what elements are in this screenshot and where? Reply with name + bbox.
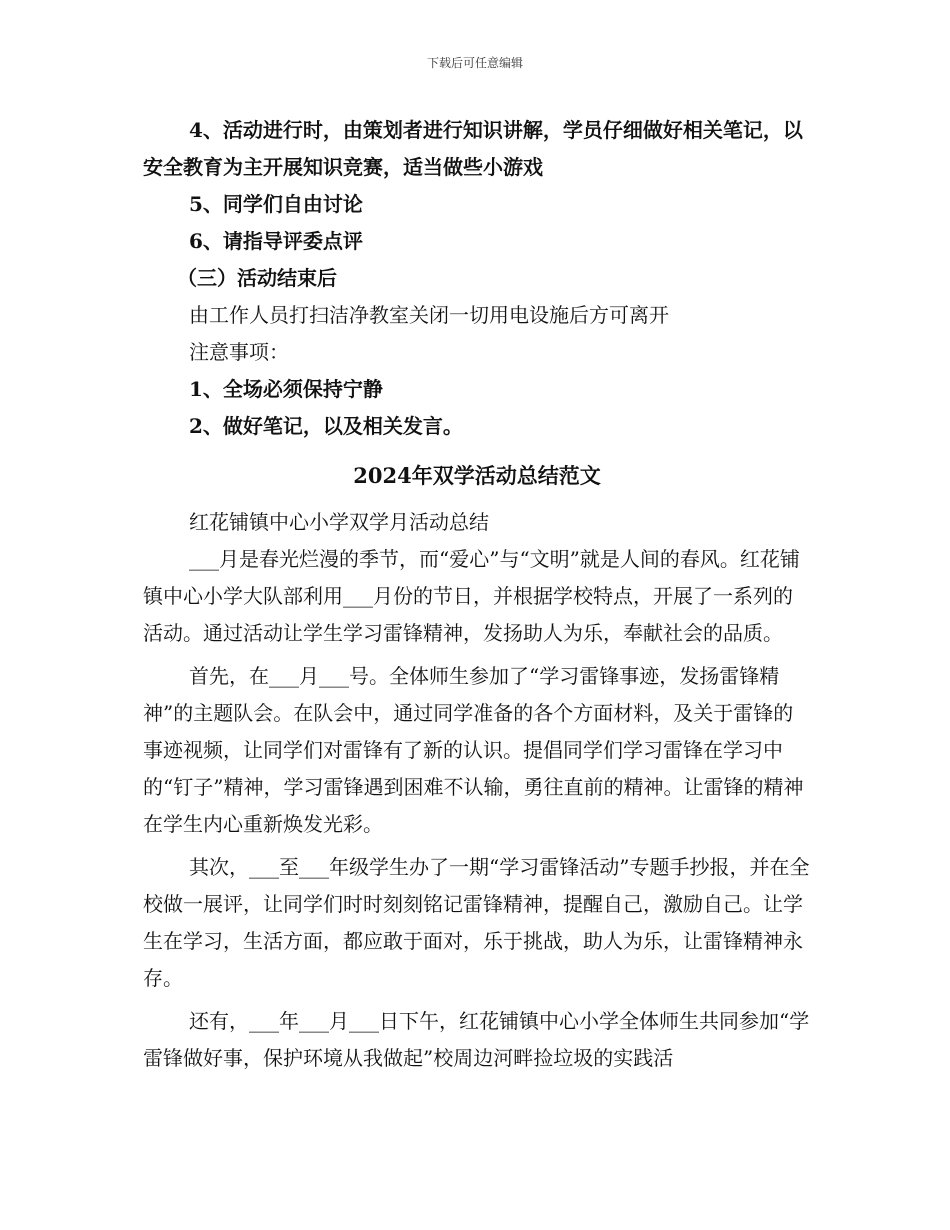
section-3-text: 由工作人员打扫洁净教室关闭一切用电设施后方可离开 — [189, 303, 669, 327]
article-paragraph: 首先，在___月___号。全体师生参加了“学习雷锋事迹，发扬雷锋精神”的主题队会。在队会中，通过同学准备的各个方面材料，及关于雷锋的事迹视频，让同学们对雷锋有了新的认识。提倡同学们学习雷锋在学习中的“钉子”精神，学习雷锋遇到困难不认输，勇往直前的精神。让雷锋的精神在学生内心重新焕发光彩。 — [143, 664, 804, 836]
section-3-heading: （三）活动结束后 — [177, 266, 337, 290]
article-title: 2024年双学活动总结范文 — [353, 463, 601, 488]
document-body — [143, 112, 811, 1077]
article-paragraph: 其次，___至___年级学生办了一期“学习雷锋活动”专题手抄报，并在全校做一展评，让同学们时时刻刻铭记雷锋精神，提醒自己，激励自己。让学生在学习，生活方面，都应敢于面对，乐于挑战，助人为乐，让雷锋精神永存。 — [143, 855, 810, 990]
notice-label: 注意事项： — [189, 340, 289, 364]
article-paragraph: ___月是春光烂漫的季节，而“爱心”与“文明”就是人间的春风。红花铺镇中心小学大队部利用___月份的节日，并根据学校特点，开展了一系列的活动。通过活动让学生学习雷锋精神，发扬助人为乐，奉献社会的品质。 — [143, 547, 800, 645]
notice-item-1: 1、全场必须保持宁静 — [189, 377, 383, 401]
article-subtitle: 红花铺镇中心小学双学月活动总结 — [189, 510, 489, 534]
notice-item-2: 2、做好笔记，以及相关发言。 — [189, 414, 463, 438]
item-4: 4、活动进行时，由策划者进行知识讲解，学员仔细做好相关笔记，以安全教育为主开展知识竞赛，适当做些小游戏 — [143, 118, 803, 179]
page-header-note: 下载后可任意编辑 — [426, 56, 523, 70]
item-5: 5、同学们自由讨论 — [189, 192, 363, 216]
article-paragraph: 还有，___年___月___日下午，红花铺镇中心小学全体师生共同参加“学雷锋做好事，保护环境从我做起”校周边河畔捡垃圾的实践活 — [143, 1009, 810, 1070]
item-6: 6、请指导评委点评 — [189, 229, 363, 253]
